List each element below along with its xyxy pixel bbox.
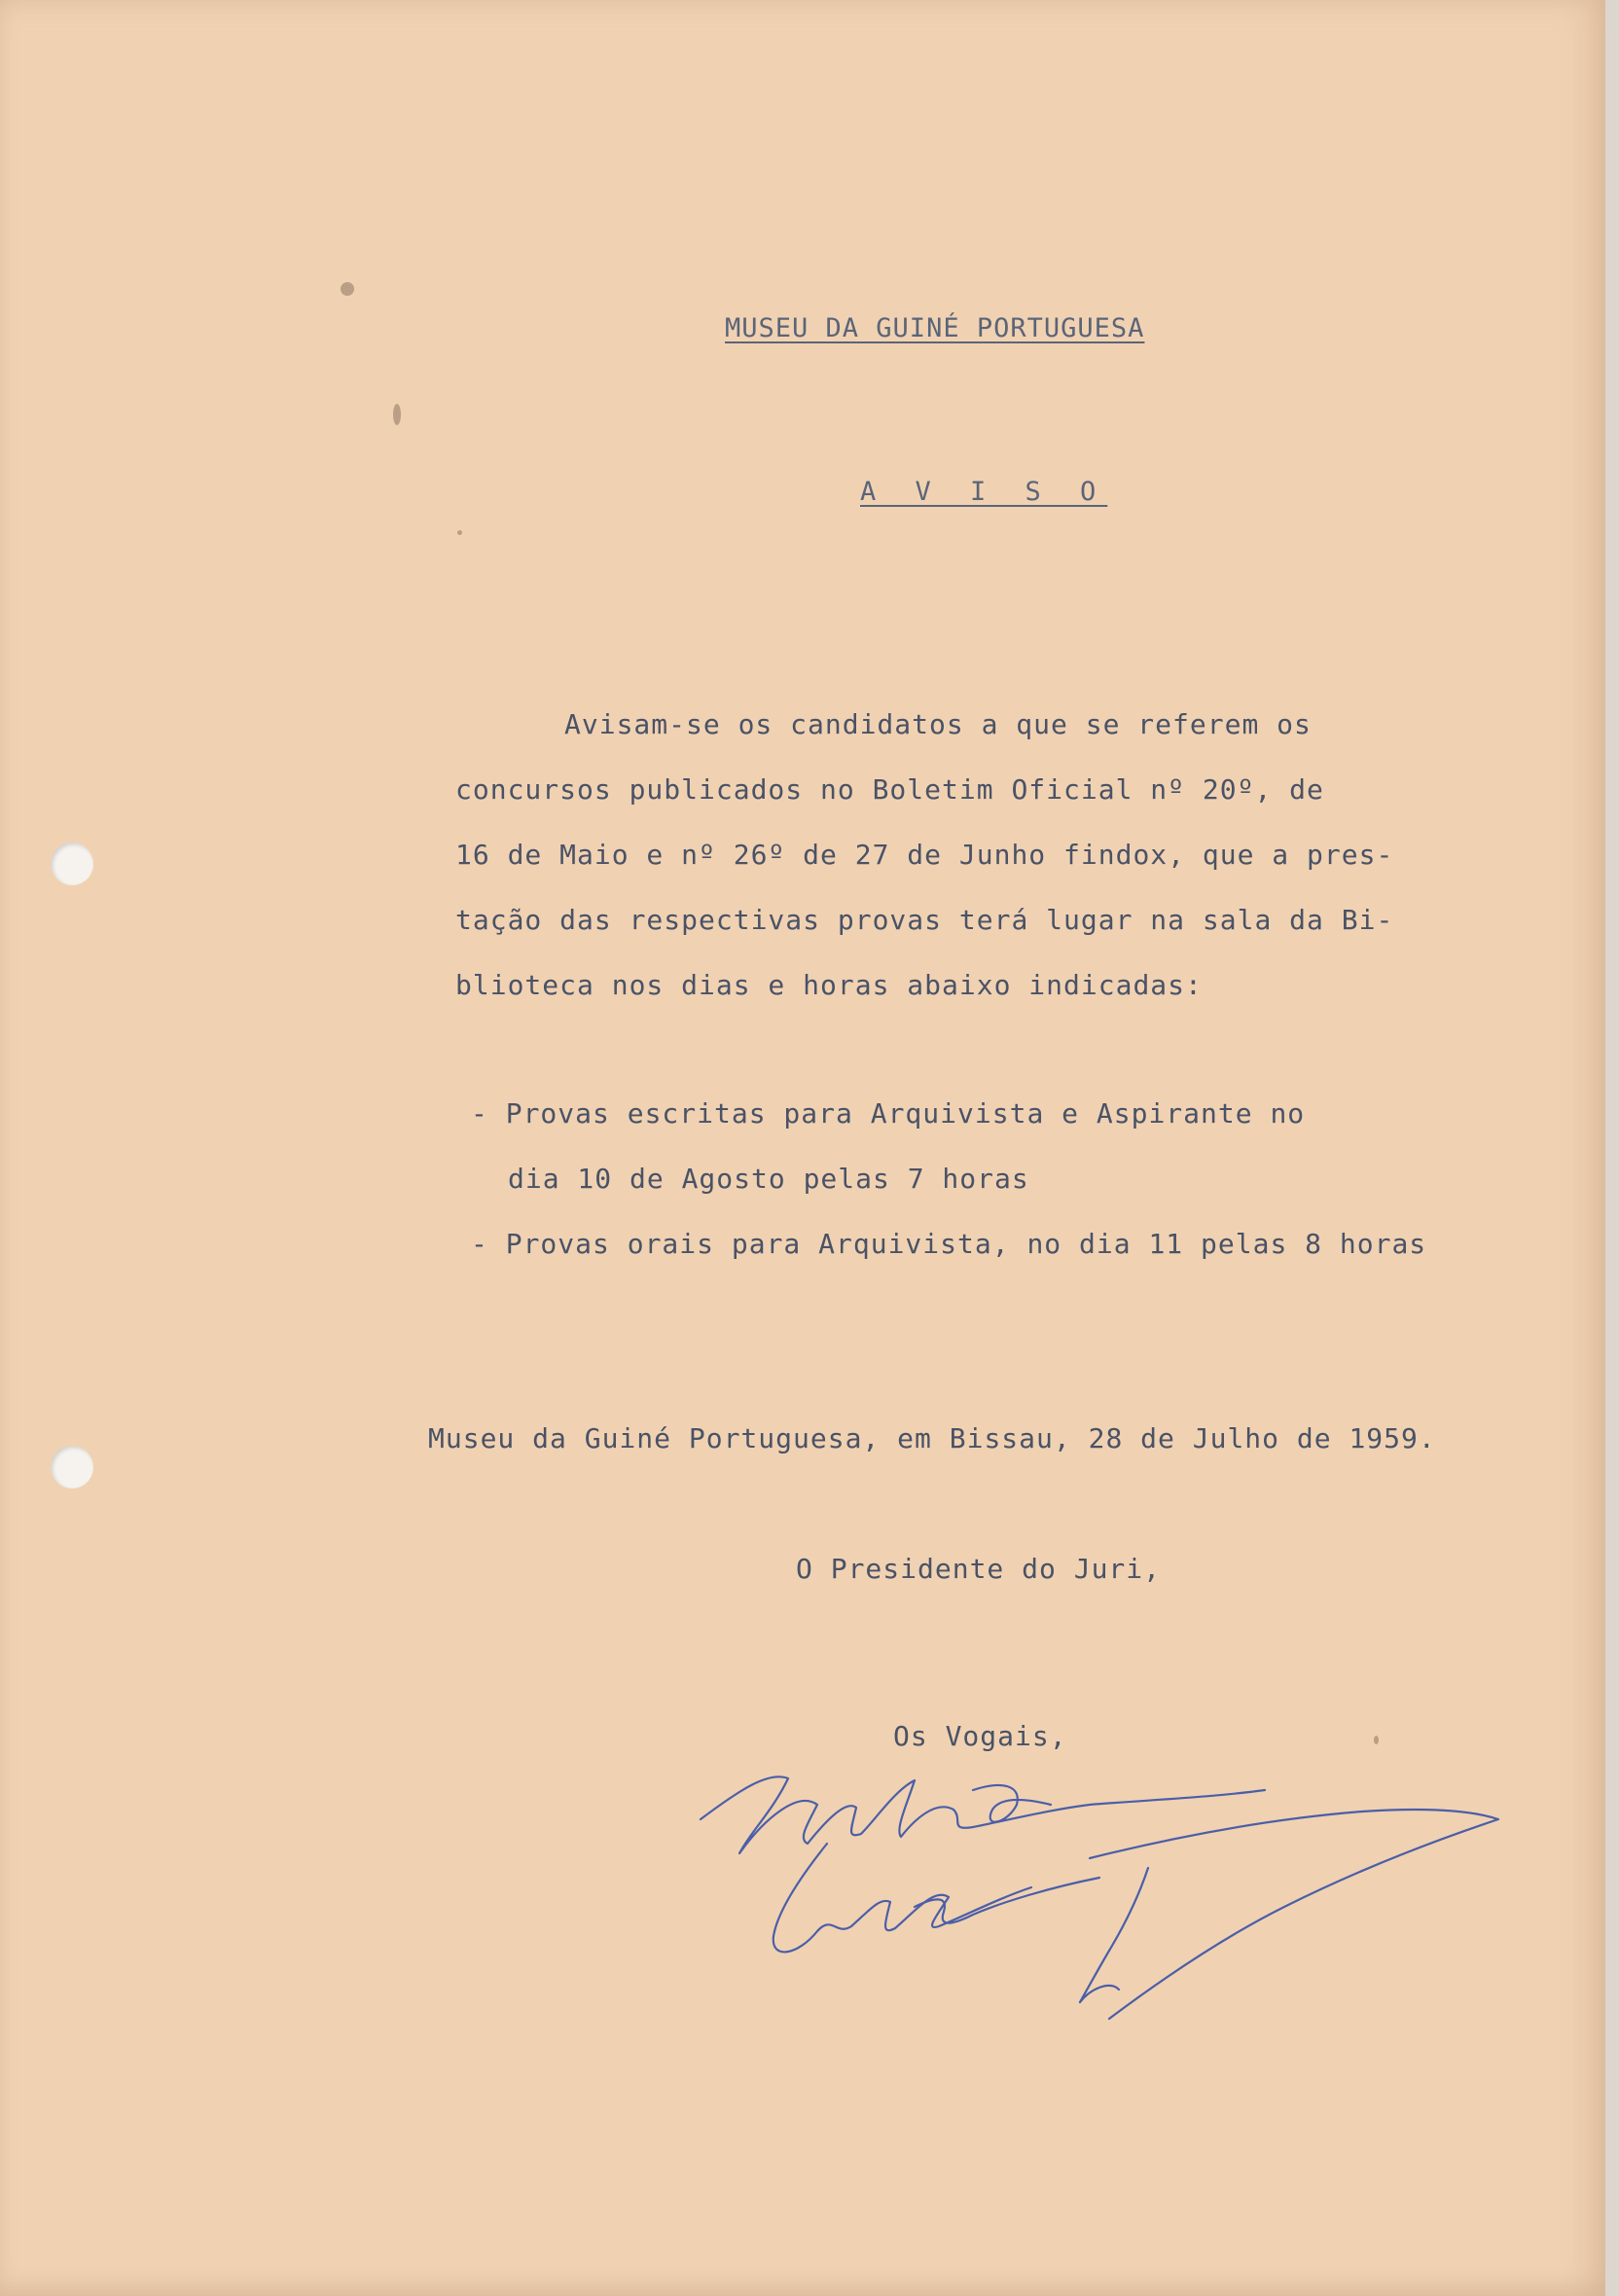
paper-speck (341, 282, 354, 296)
handwritten-signature (681, 1751, 1537, 2043)
president-label: O Presidente do Juri, (796, 1553, 1162, 1585)
paper-speck (457, 530, 462, 535)
body-line: blioteca nos dias e horas abaixo indicadas: (455, 969, 1203, 1001)
document-header: MUSEU DA GUINÉ PORTUGUESA (725, 313, 1145, 343)
place-date-line: Museu da Guiné Portuguesa, em Bissau, 28 de Julho de 1959. (428, 1422, 1436, 1454)
body-line: concursos publicados no Boletim Oficial nº 20º, de (455, 773, 1324, 806)
paper-speck (1374, 1736, 1379, 1744)
punch-hole (51, 1446, 93, 1489)
body-line: Avisam-se os candidatos a que se referem os (564, 708, 1312, 740)
paper-speck (393, 404, 401, 425)
punch-hole (51, 843, 93, 885)
vogais-label: Os Vogais, (893, 1720, 1067, 1752)
bullet-line: - Provas escritas para Arquivista e Aspirante no (471, 1097, 1306, 1130)
body-line: tação das respectivas provas terá lugar na sala da Bi- (455, 904, 1394, 936)
body-line: 16 de Maio e nº 26º de 27 de Junho findox, que a pres- (455, 839, 1394, 871)
bullet-line: dia 10 de Agosto pelas 7 horas (508, 1163, 1029, 1195)
scan-edge (1605, 0, 1619, 2296)
document-title: A V I S O (860, 477, 1108, 507)
bullet-line: - Provas orais para Arquivista, no dia 11 pelas 8 horas (471, 1228, 1427, 1260)
